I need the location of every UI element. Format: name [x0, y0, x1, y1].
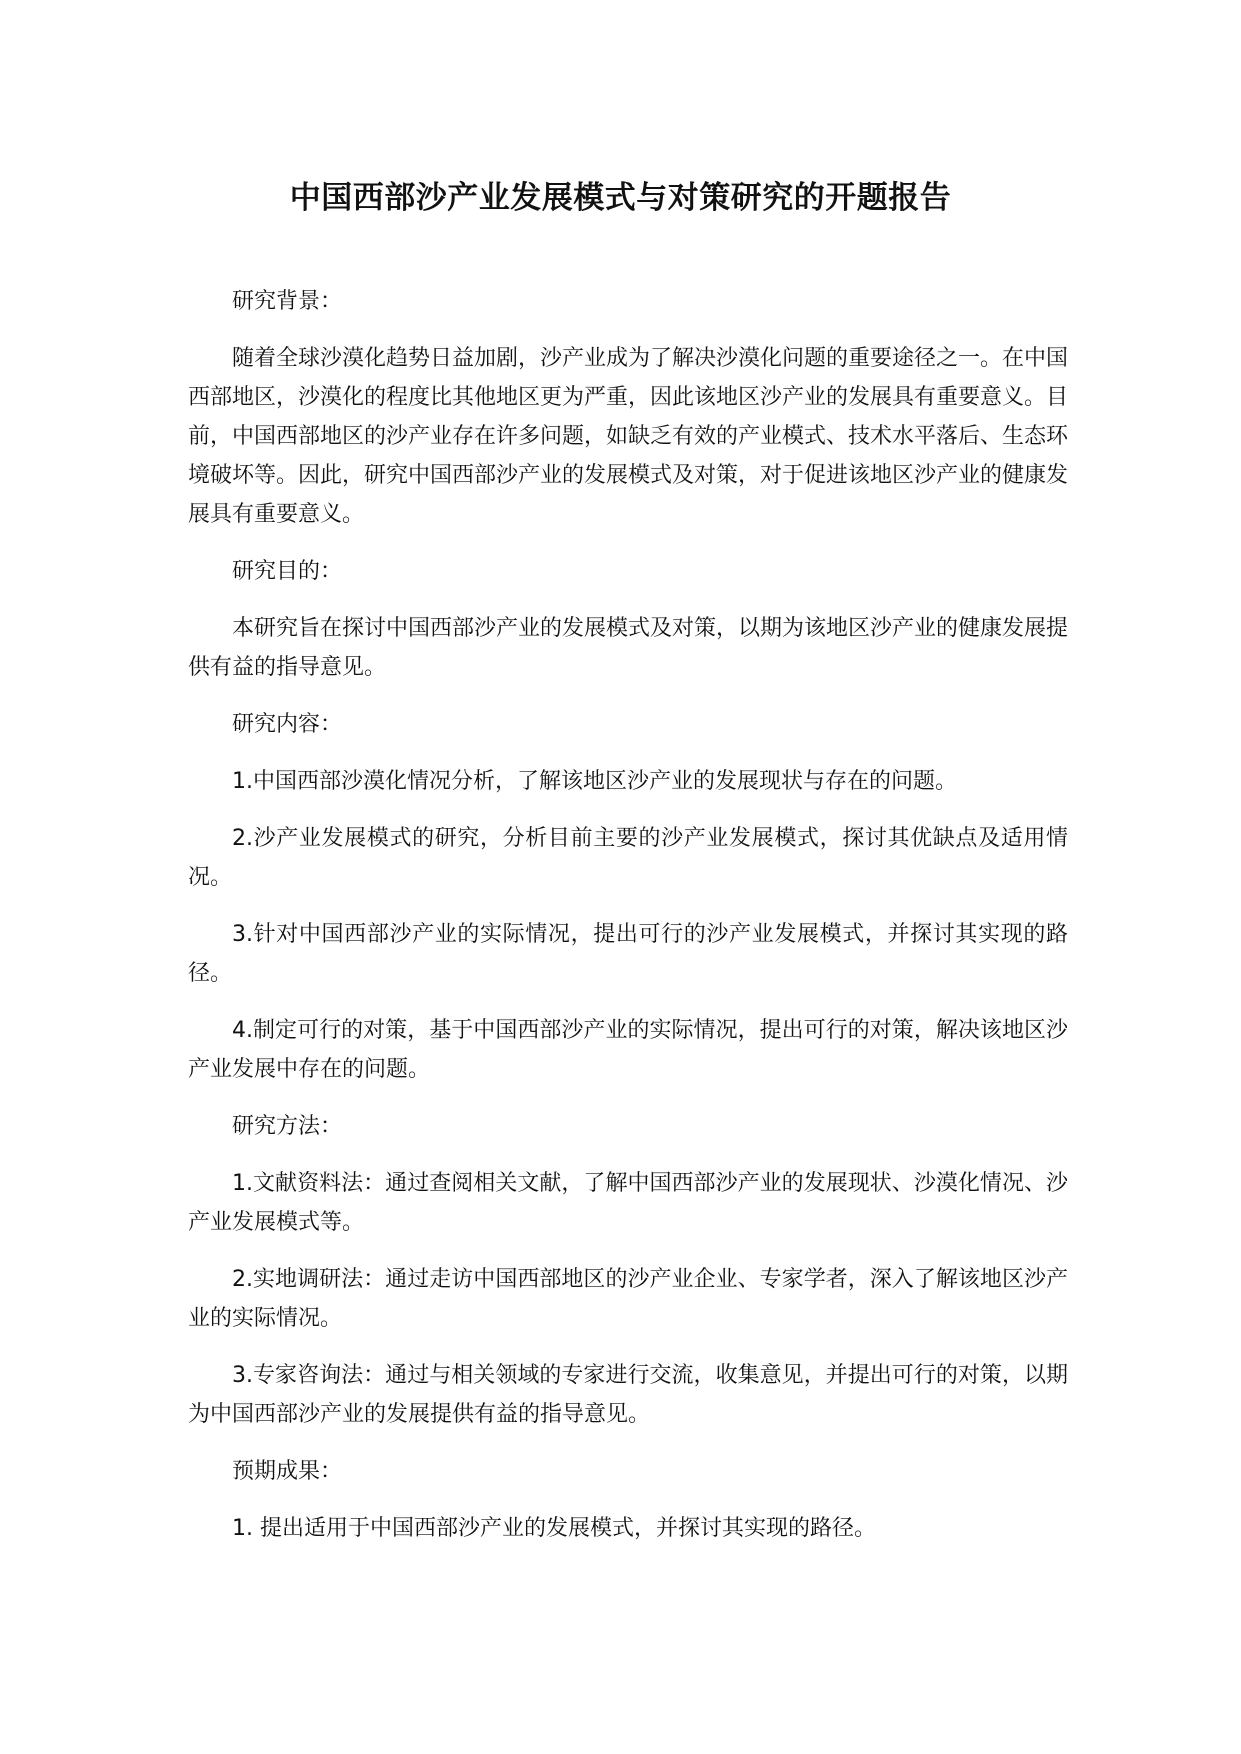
- section-heading-purpose: 研究目的：: [232, 559, 343, 584]
- paragraph-background: 随着全球沙漠化趋势日益加剧，沙产业成为了解决沙漠化问题的重要途径之一。在中国西部地区，沙漠化的程度比其他地区更为严重，因此该地区沙产业的发展具有重要意义。目前，中国西部地区的沙产业存在许多问题，如缺乏有效的产业模式、技术水平落后、生态环境破坏等。因此，研究中国西部沙产业的发展模式及对策，对于促进该地区沙产业的健康发展具有重要意义。: [188, 346, 1069, 527]
- content-item: 4.制定可行的对策，基于中国西部沙产业的实际情况，提出可行的对策，解决该地区沙产业发展中存在的问题。: [188, 1018, 1068, 1082]
- content-item: 1.中国西部沙漠化情况分析，了解该地区沙产业的发展现状与存在的问题。: [232, 769, 957, 794]
- method-item: 3.专家咨询法：通过与相关领域的专家进行交流，收集意见，并提出可行的对策，以期为中国西部沙产业的发展提供有益的指导意见。: [188, 1363, 1068, 1427]
- section-heading-method: 研究方法：: [232, 1114, 343, 1139]
- result-item: 1. 提出适用于中国西部沙产业的发展模式，并探讨其实现的路径。: [232, 1516, 876, 1541]
- method-item: 1.文献资料法：通过查阅相关文献，了解中国西部沙产业的发展现状、沙漠化情况、沙产业发展模式等。: [188, 1171, 1068, 1235]
- content-item: 3.针对中国西部沙产业的实际情况，提出可行的沙产业发展模式，并探讨其实现的路径。: [188, 922, 1068, 986]
- document-title: 中国西部沙产业发展模式与对策研究的开题报告: [289, 180, 952, 216]
- document-body: [188, 282, 1068, 1566]
- section-heading-results: 预期成果：: [232, 1459, 343, 1484]
- section-heading-content: 研究内容：: [232, 712, 343, 737]
- section-heading-background: 研究背景：: [232, 289, 343, 314]
- paragraph-purpose: 本研究旨在探讨中国西部沙产业的发展模式及对策，以期为该地区沙产业的健康发展提供有益的指导意见。: [188, 616, 1069, 680]
- content-item: 2.沙产业发展模式的研究，分析目前主要的沙产业发展模式，探讨其优缺点及适用情况。: [188, 826, 1068, 890]
- method-item: 2.实地调研法：通过走访中国西部地区的沙产业企业、专家学者，深入了解该地区沙产业的实际情况。: [188, 1267, 1068, 1331]
